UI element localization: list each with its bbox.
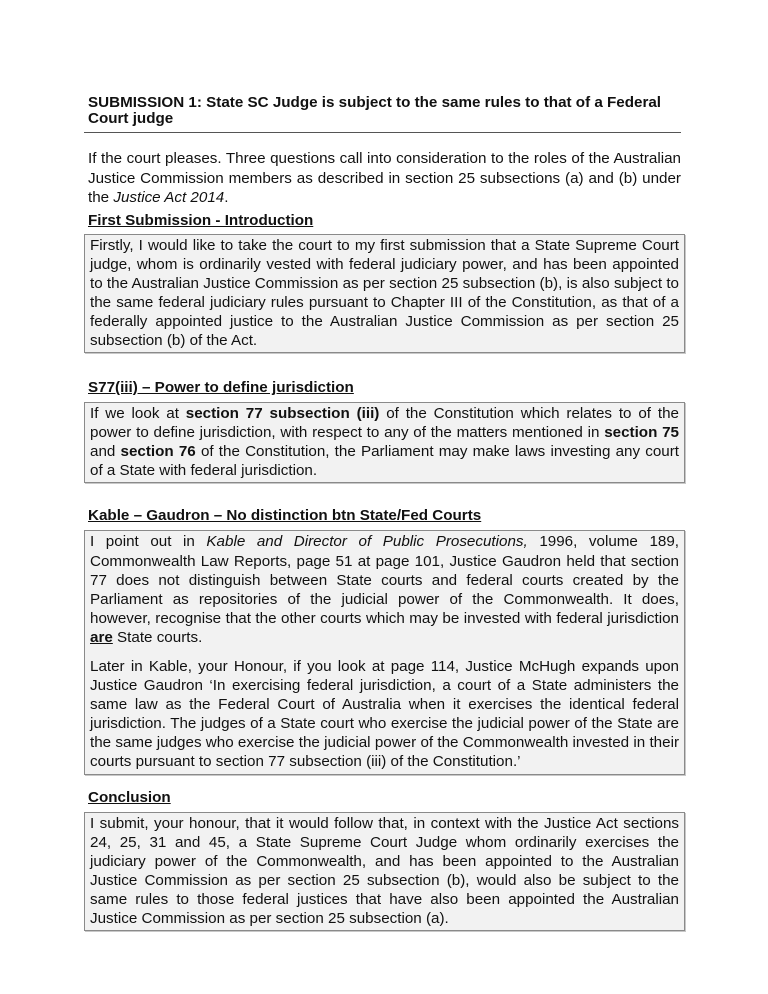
- box-first-submission: [84, 234, 685, 354]
- heading-conclusion: Conclusion: [88, 788, 171, 806]
- text: and: [90, 443, 121, 461]
- case-name: Kable and Director of Public Prosecutions,: [206, 533, 528, 551]
- intro-paragraph: [88, 149, 681, 208]
- submission-title: SUBMISSION 1: State SC Judge is subject to the same rules to that of a Federal Court judge: [84, 92, 681, 133]
- box-kable: [84, 530, 685, 774]
- paragraph: I submit, your honour, that it would follow that, in context with the Justice Act sections 24, 25, 31 and 45, a State Supreme Court Judge whom ordinarily exercises the judiciary power of the Commonwealth, and has been appointed to the Australian Justice Commission as per section 25 subsection (b), would also be subject to the same rules to those federal justices that have also been appointed the Australian Justice Commission as per section 25 subsection (a).: [90, 814, 679, 928]
- paragraph: Firstly, I would like to take the court to my first submission that a State Supreme Court judge, whom is ordinarily vested with federal judiciary power, and has been appointed to the Australian Justice Commission as per section 25 subsection (b), is also subject to the same federal judiciary rules pursuant to Chapter III of the Constitution, as that of a federally appointed justice to the Australian Justice Commission as per section 25 subsection (b) of the Act.: [90, 236, 679, 349]
- text: State courts.: [112, 628, 203, 646]
- box-s77: [84, 402, 685, 483]
- emphasis: section 75: [604, 424, 679, 442]
- text: of the Constitution which relates to of the power to define jurisdiction, with respect to any of the matters mentioned in: [90, 405, 679, 442]
- paragraph: [90, 532, 679, 647]
- act-name: Justice Act 2014: [113, 189, 225, 206]
- intro-text: If the court pleases. Three questions call into consideration to the roles of the Australian Justice Commission members as described in section 25 subsections (a) and (b) under the: [88, 150, 681, 206]
- emphasis: section 77 subsection (iii): [185, 405, 380, 423]
- document-page: [84, 92, 685, 931]
- heading-s77: S77(iii) – Power to define jurisdiction: [88, 379, 354, 397]
- text: I point out in: [90, 533, 207, 551]
- emphasis: are: [90, 628, 113, 646]
- heading-kable: Kable – Gaudron – No distinction btn State/Fed Courts: [88, 507, 482, 525]
- emphasis: section 76: [120, 443, 196, 461]
- text: 1996, volume 189, Commonwealth Law Reports, page 51 at page 101, Justice Gaudron held that section 77 does not distinguish between State courts and federal courts created by the Parliament as repositories of the judicial power of the Commonwealth. It does, however, recognise that the other courts which may be invested with federal jurisdiction: [90, 533, 680, 627]
- text: If we look at: [90, 405, 186, 423]
- heading-first-submission: First Submission - Introduction: [88, 211, 314, 229]
- paragraph: [90, 404, 679, 480]
- paragraph: Later in Kable, your Honour, if you look at page 114, Justice McHugh expands upon Justice Gaudron ‘In exercising federal jurisdiction, a court of a State administers the same law as the Federal Court of Australia when it exercises the identical federal jurisdiction. The judges of a State court who exercise the judicial power of the State are the same judges who exercise the judicial power of the Commonwealth invested in their courts pursuant to section 77 subsection (iii) of the Constitution.’: [90, 658, 679, 771]
- text: of the Constitution, the Parliament may make laws investing any court of a State with federal jurisdiction.: [90, 443, 679, 480]
- box-conclusion: [84, 812, 685, 932]
- intro-text-end: .: [224, 189, 229, 206]
